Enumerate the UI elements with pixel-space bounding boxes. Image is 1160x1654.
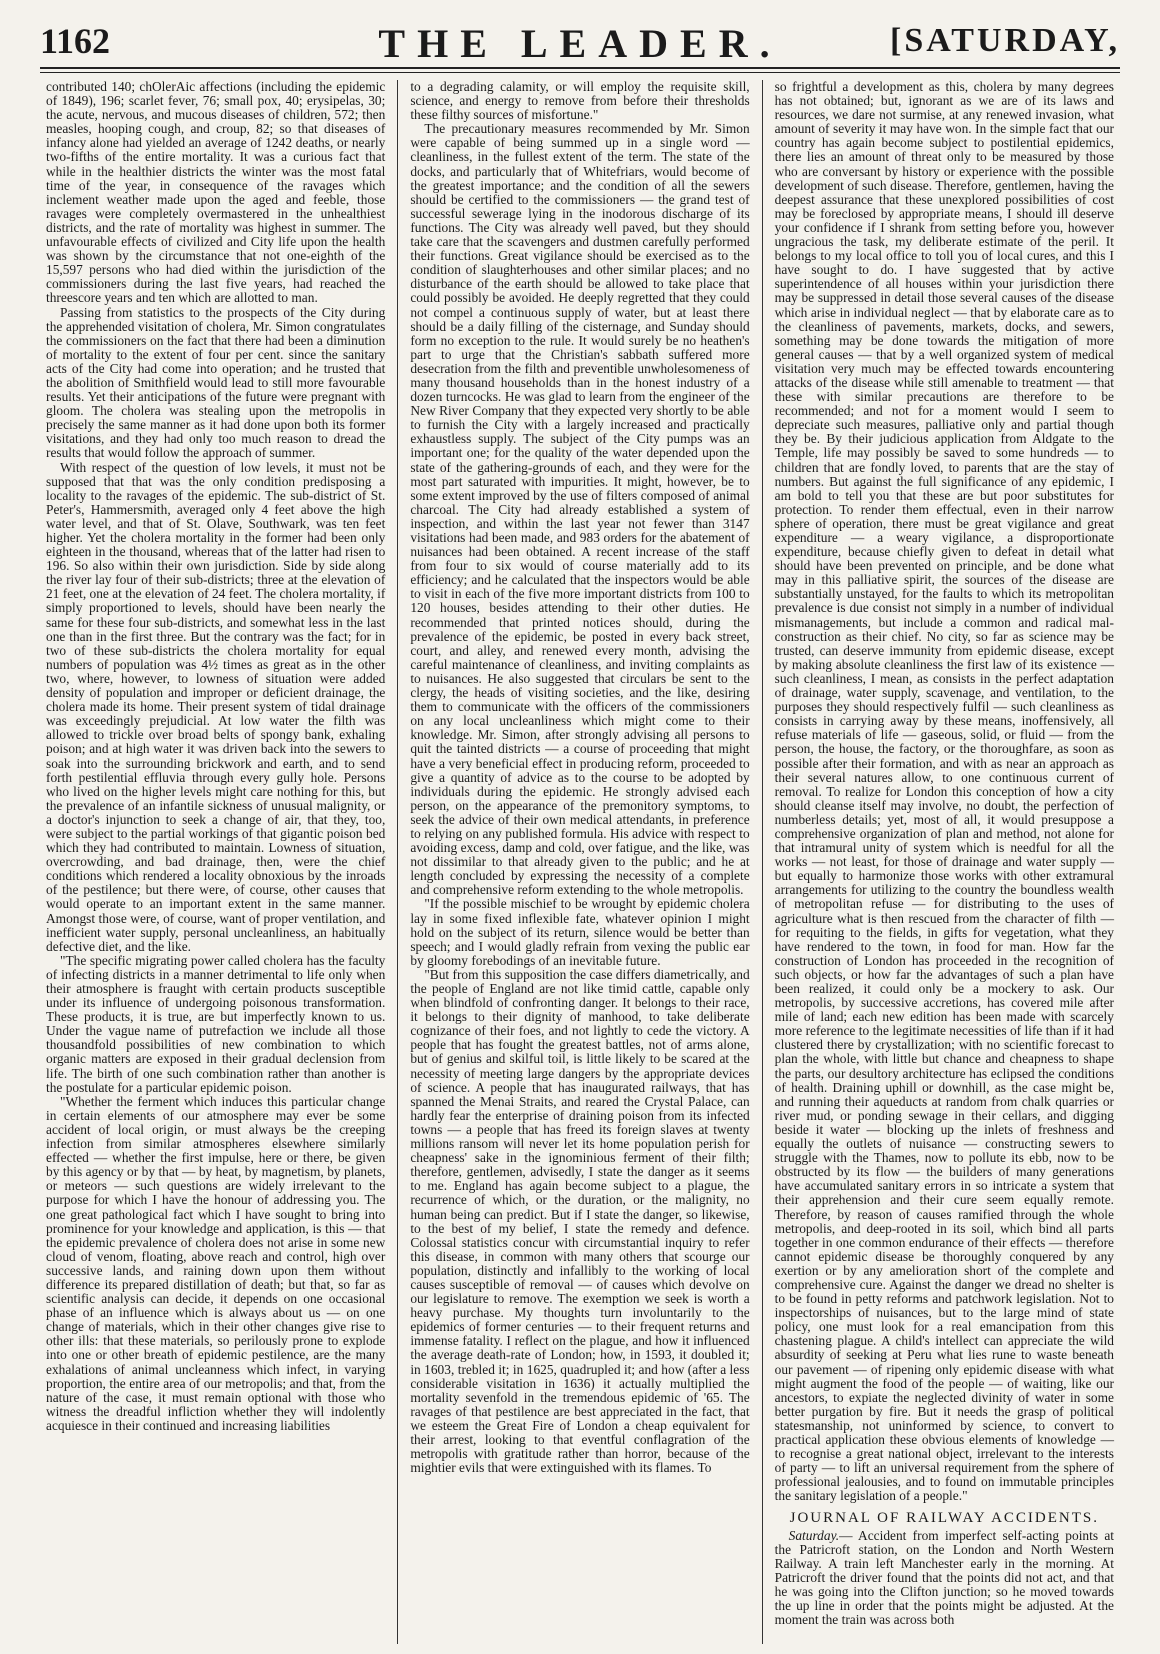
paragraph: contributed 140; chOlerAic affections (including the epidemic of 1849), 196; scarlet fever, 76; small pox, 40; erysipelas, 30; the acute, nervous, and mucous diseases of children, 572; then measles, hooping cough, and croup, 82; so that diseases of infancy alone had yielded an average of 1242 deaths, or nearly two-fifths of the entire mortality. It was a curious fact that while in the healthier districts the winter was the most fatal time of the year, in consequence of the ravages which inclement weather made upon the aged and feeble, those ravages were completely overmastered in the unhealthiest districts, and the rate of mortality was highest in summer. The unfavourable effects of civilized and City life upon the health was shown by the circumstance that not one-eighth of the 15,597 persons who had died within the jurisdiction of the commissioners during the last five years, had reached the threescore years and ten which are allotted to man. [46,80,386,306]
paragraph-body: — Accident from imperfect self-acting points at the Patricroft station, on the London and North Western Railway. A train left Manchester early in the morning. At Patricroft the driver found that the points did not act, and that he was going into the Clifton junction; so he moved towards the up line in order that the points might be adjusted. At the moment the train was across both [774,1527,1114,1628]
header-day: [SATURDAY, [890,22,1120,59]
page-header [40,8,1120,64]
column-1 [40,80,391,1644]
paragraph: "But from this supposition the case differs diametrically, and the people of England are not like timid cattle, capable only when blindfold of confronting danger. It belongs to their race, it belongs to their dignity of manhood, to take deliberate cognizance of their foes, and not lightly to cede the victory. A people that has fought the greatest battles, not of arms alone, but of genius and skilful toil, is little likely to be scared at the necessity of meeting large dangers by the appropriate devices of science. A people that has inaugurated railways, that has spanned the Menai Straits, and reared the Crystal Palace, can hardly fear the enterprise of draining poison from its infected towns — a people that has freed its foreign slaves at twenty millions ransom will never let its home population perish for cheapness' sake in the ignominious ferment of their filth; therefore, gentlemen, advisedly, I state the danger as it seems to me. England has again become subject to a plague, the recurrence of which, or the duration, or the malignity, no human being can predict. But if I state the danger, so likewise, to the best of my belief, I state the remedy and defence. Colossal statistics concur with circumstantial inquiry to refer this disease, in common with many others that scourge our population, distinctly and infallibly to the working of local causes susceptible of removal — of causes which devolve on our legislature to remove. The exemption we seek is worth a heavy purchase. My thoughts turn involuntarily to the epidemics of former centuries — to their frequent returns and immense fatality. I reflect on the plague, and how it influenced the average death-rate of London; how, in 1593, it doubled it; in 1603, trebled it; in 1625, quadrupled it; and how (after a less considerable visitation in 1636) it actually multiplied the mortality sevenfold in the tremendous epidemic of '65. The ravages of that pestilence are best appreciated in the fact, that we esteem the Great Fire of London a cheap equivalent for their arrest, looking to that eventful conflagration of the metropolis with gratitude rather than horror, because of the mightier evils that were extinguished with its flames. To [410,966,750,1476]
masthead-title: THE LEADER. [378,21,782,66]
paragraph: "The specific migrating power called cholera has the faculty of infecting districts in a manner detrimental to life only when their atmosphere is fraught with certain products susceptible under its influence of undergoing poisonous transformation. These products, it is true, are but imperfectly known to us. Under the vague name of putrefaction we include all those thousandfold possibilities of new combination to which organic matters are exposed in their gradual declension from life. The birth of one such combination rather than another is the postulate for a particular epidemic poison. [46,952,386,1095]
paragraph: "If the possible mischief to be wrought by epidemic cholera lay in some fixed inflexible fate, whatever opinion I might hold on the subject of its return, silence would be better than speech; and I would gladly refrain from vexing the public ear by gloomy forebodings of an inevitable future. [410,896,750,968]
paragraph: to a degrading calamity, or will employ the requisite skill, science, and energy to remove from before their thresholds these filthy sources of misfortune." [410,80,750,123]
paragraph: Passing from statistics to the prospects of the City during the apprehended visitation of cholera, Mr. Simon congratulates the commissioners on the fact that there had been a diminution of mortality to the extent of four per cent. since the sanitary acts of the City had come into operation; and he trusted that the abolition of Smithfield would lead to still more favourable results. Yet their anticipations of the future were pregnant with gloom. The cholera was stealing upon the metropolis in precisely the same manner as it had done upon both its former visitations, and they had only too much reason to dread the results that would follow the approach of summer. [46,304,386,461]
section-heading: JOURNAL OF RAILWAY ACCIDENTS. [789,1510,1100,1527]
paragraph: so frightful a development as this, cholera by many degrees has not obtained; but, ignorant as we are of its laws and resources, we dare not surmise, at any renewed invasion, what amount of severity it may have won. In the simple fact that our country has again become subject to postilential epidemics, there lies an amount of threat only to be measured by those who are conversant by history or experience with the possible development of such disease. Therefore, gentlemen, having the deepest assurance that these unexplored possibilities of cost may be foreclosed by appropriate means, I should ill deserve your confidence if I shrank from setting before you, however ungracious the task, my deliberate estimate of the peril. It belongs to my local office to toll you of local cures, and this I have sought to do. I have suggested that by active superintendence of all houses within your jurisdiction there may be suppressed in detail those several causes of the disease which arise in individual neglect — that by elaborate care as to the cleanliness of pavements, markets, docks, and sewers, something may be done towards the mitigation of more general causes — that by a well organized system of medical visitation very much may be effected towards encountering attacks of the disease while still amenable to treatment — that these with similar precautions are therefore to be recommended; and not for a moment would I seem to depreciate such measures, palliative only and partial though they be. By their judicious application from Aldgate to the Temple, life may possibly be saved to some hundreds — to children that are fondly loved, to parents that are the stay of numbers. But against the full significance of any epidemic, I am bold to tell you that these are but poor substitutes for protection. To render them effectual, even in their narrow sphere of operation, there must be great vigilance and great expenditure — a weary vigilance, a disproportionate expenditure, because chiefly given to defeat in detail what should have been prevented on principle, and be done what may in this palliative spirit, the sources of the disease are substantially unstayed, for the faults to which its metropolitan prevalence is due consist not simply in a number of individual mismanagements, but include a common and radical mal-construction as their chief. No city, so far as science may be trusted, can deserve immunity from epidemic disease, except by making absolute cleanliness the first law of its existence — such cleanliness, I mean, as consists in the perfect adaptation of drainage, water supply, scavenage, and ventilation, to the purposes they should respectively fulfil — such cleanliness as consists in carrying away by these means, inoffensively, all refuse materials of life — gaseous, solid, or fluid — from the person, the house, the factory, or the thoroughfare, as soon as possible after their formation, and with as near an approach as their several natures allow, to one continuous current of removal. To realize for London this conception of how a city should cleanse itself may involve, no doubt, the perfection of numberless details; yet, most of all, it would presuppose a comprehensive organization of plan and method, not alone for that intramural unity of system which is needful for all the works — not least, for those of drainage and water supply — but equally to harmonize those works with other extramural arrangements for utilizing to the country the boundless wealth of metropolitan refuse — for distributing to the uses of agriculture what is then rescued from the character of filth — for requiting to the fields, in gifts for vegetation, what they have rendered to the town, in food for man. How far the construction of London has proceeded in the recognition of such objects, or how far the advantages of such a plan have been realized, it could only be a mockery to ask. Our metropolis, by successive accretions, has covered mile after mile of land; each new edition has been made with scarcely more reference to the legitimate necessities of life than if it had clustered there by crystallization; with no scientific forecast to plan the whole, with little but chance and cheapness to shape the parts, our desultory architecture has eclipsed the conditions of health. Draining uphill or downhill, as the case might be, and running their aqueducts at random from chalk quarries or river mud, or ponding sewage in their cellars, and digging beside it water — blocking up the inlets of freshness and equally the outlets of nuisance — constructing sewers to struggle with the Thames, now to pollute its ebb, now to be obstructed by its flow — the builders of many generations have accumulated sanitary errors in so intricate a system that their apprehension and their cure seem equally remote. Therefore, by reason of causes ramified through the whole metropolis, and deep-rooted in its soil, which bind all parts together in one common endurance of their effects — therefore cannot epidemic disease be thoroughly conquered by any exertion or by any amelioration short of the complete and comprehensive cure. Against the danger we dread no shelter is to be found in petty reforms and patchwork legislation. Not to inspectorships of nuisances, but to the large mind of state policy, one must look for a real emancipation from this chastening plague. A child's intellect can appreciate the wild absurdity of seeking at Peru what lies rune to waste beneath our pavement — of ripening only epidemic disease with what might augment the food of the people — of waiting, like our ancestors, to expiate the neglected divinity of water in some better purgation by fire. But it needs the grasp of political statesmanship, not uninformed by science, to convert to practical application these obvious elements of knowledge — to recognise a great national object, irrelevant to the interests of party — to lift an universal requirement from the sphere of professional jealousies, and to found on immutable principles the sanitary legislation of a people." [774,80,1114,1504]
paragraph: "Whether the ferment which induces this particular change in certain elements of our atmosphere may ever be some accident of local origin, or must always be the creeping infection from similar atmospheres elsewhere similarly effected — whether the first impulse, here or there, be given by this agency or by that — by heat, by magnetism, by planets, or meteors — such questions are widely irrelevant to the purpose for which I have the honour of addressing you. The one great pathological fact which I have sought to bring into prominence for your knowledge and application, is this — that the epidemic prevalence of cholera does not arise in some new cloud of venom, floating, above reach and control, high over successive lands, and raining down upon them without difference its prepared distillation of death; but that, so far as scientific analysis can decide, it depends on one occasional phase of an influence which is always about us — on one change of materials, which in their other changes give rise to other ills: that these materials, so perilously prone to explode into one or other breath of epidemic pestilence, are the many exhalations of animal uncleanness which infect, in varying proportion, the entire area of our metropolis; and that, from the nature of the case, it must remain optional with those who witness the dreadful infliction whether they will indolently acquiesce in their continued and increasing liabilities [46,1093,386,1433]
header-rule [40,67,1120,69]
page-number: 1162 [40,21,111,61]
column-3 [769,80,1120,1644]
column-divider [397,80,398,1644]
article-columns [40,80,1120,1644]
paragraph: The precautionary measures recommended by Mr. Simon were capable of being summed up in a single word — cleanliness, in the fullest extent of the term. The state of the docks, and particularly that of Whitefriars, would become of the greatest importance; and the condition of all the sewers should be certified to the commissioners — the grand test of successful sewerage lying in the inodorous discharge of its functions. The City was already well paved, but they should take care that the scavengers and dustmen carefully performed their functions. Great vigilance should be exercised as to the condition of slaughterhouses and other similar places; and no disturbance of the earth should be allowed to take place that could possibly be avoided. He deeply regretted that they could not compel a continuous supply of water, but at least there should be a daily filling of the cisternage, and Sunday should form no exception to the rule. It would surely be no heathen's part to urge that the Christian's sabbath suffered more desecration from the filth and preventible unwholesomeness of many thousand households than in the honest industry of a dozen turncocks. He was glad to learn from the engineer of the New River Company that they expected very shortly to be able to furnish the City with a largely increased and practically exhaustless supply. The subject of the City pumps was an important one; for the quality of the water depended upon the state of the gathering-grounds of each, and they were for the most part saturated with impurities. It might, however, be to some extent improved by the use of filters composed of animal charcoal. The City had already established a system of inspection, and within the last year not fewer than 3147 visitations had been made, and 983 orders for the abatement of nuisances had been obtained. A recent increase of the staff from four to six would of course materially add to its efficiency; and he calculated that the inspectors would be able to visit in each of the five more important districts from 100 to 120 houses, besides attending to their other duties. He recommended that printed notices should, during the prevalence of the epidemic, be posted in every back street, court, and alley, and renewed every month, advising the careful maintenance of cleanliness, and inviting complaints as to nuisances. He also suggested that circulars be sent to the clergy, the heads of visiting societies, and the like, desiring them to communicate with the officers of the commissioners on any local uncleanliness which might come to their knowledge. Mr. Simon, after strongly advising all persons to quit the tainted districts — a course of proceeding that might have a very beneficial effect in producing reform, proceeded to give a quantity of advice as to the course to be adopted by individuals during the epidemic. He strongly advised each person, on the appearance of the premonitory symptoms, to seek the advice of their own medical attendants, in preference to relying on any published formula. His advice with respect to avoiding excess, damp and cold, over fatigue, and the like, was not dissimilar to that already given to the public; and he at length concluded by expressing the necessity of a complete and comprehensive reform extending to the whole metropolis. [410,121,750,898]
column-divider [762,80,763,1644]
paragraph: With respect of the question of low levels, it must not be supposed that that was the only condition predisposing a locality to the ravages of the epidemic. The sub-district of St. Peter's, Hammersmith, averaged only 4 feet above the high water level, and that of St. Olave, Southwark, was ten feet higher. Yet the cholera mortality in the former had been only eighteen in the thousand, whereas that of the latter had risen to 196. So also within their own jurisdiction. Side by side along the river lay four of their sub-districts; three at the elevation of 21 feet, one at the elevation of 24 feet. The cholera mortality, if simply proportioned to levels, should have been nearly the same for these four sub-districts, and somewhat less in the last one than in the first three. But the contrary was the fact; for in two of these sub-districts the cholera mortality for equal numbers of population was 4½ times as great as in the other two, where, however, to lowness of situation were added density of population and improper or deficient drainage, the cholera made its home. Their present system of tidal drainage was exceedingly prejudicial. At low water the filth was allowed to trickle over broad belts of spongy bank, exhaling poison; and at high water it was driven back into the sewers to soak into the surrounding brickwork and earth, and to send forth pestilential effluvia through every gully hole. Persons who lived on the higher levels might care nothing for this, but the prevalence of an infantile sickness of unusual malignity, or a doctor's injunction to seek a change of air, that they, too, were subject to the partial workings of that gigantic poison bed which they had contributed to maintain. Lowness of situation, overcrowding, and bad drainage, then, were the chief conditions which rendered a locality obnoxious by the inroads of the pestilence; but there were, of course, other causes that would operate to an important extent in the same manner. Amongst those were, of course, want of proper ventilation, and inefficient water supply, personal uncleanliness, an habitually defective diet, and the like. [46,459,386,954]
column-2 [404,80,755,1644]
paragraph-lead: Saturday. [788,1527,840,1543]
paragraph [775,1529,1114,1628]
header-rule-thin [40,72,1120,73]
